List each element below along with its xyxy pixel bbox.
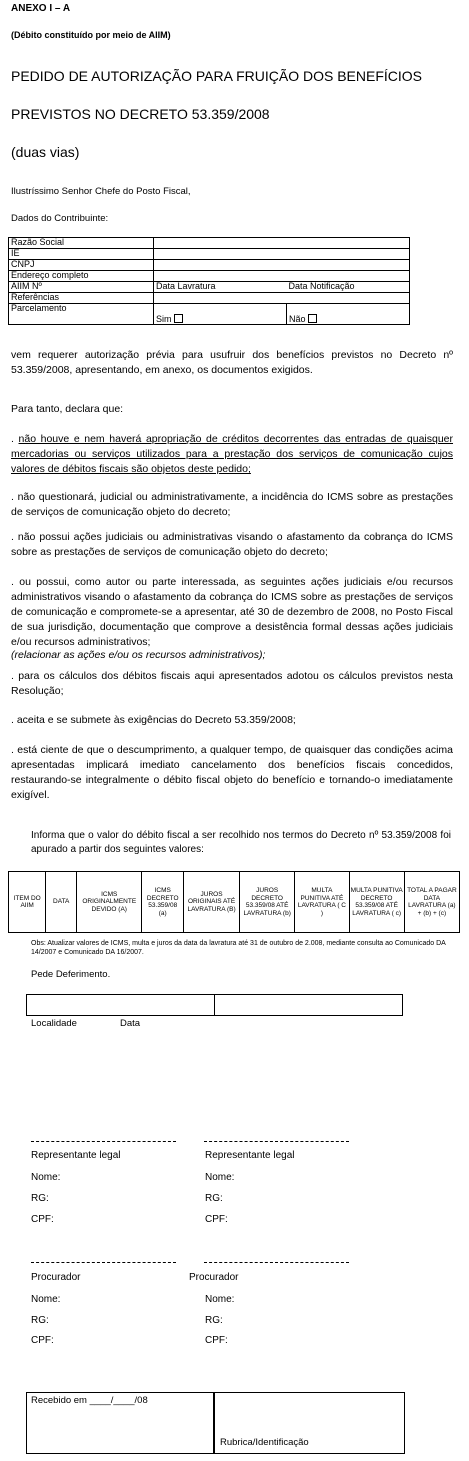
rep1-cpf: CPF: — [31, 1214, 54, 1225]
calc-header-item: ITEM DO AIIM — [9, 872, 46, 933]
calc-header-icms-decreto: ICMS DECRETO 53.359/08 (a) — [142, 872, 184, 933]
rep1-rg: RG: — [31, 1193, 49, 1204]
proc2-nome: Nome: — [205, 1294, 235, 1305]
document-title-line1: PEDIDO DE AUTORIZAÇÃO PARA FRUIÇÃO DOS BENEFÍCIOS — [11, 68, 422, 84]
localidade-field[interactable] — [26, 994, 215, 1016]
endereco-field[interactable] — [154, 271, 410, 282]
referencias-field[interactable] — [154, 293, 410, 304]
proc1-nome: Nome: — [31, 1294, 61, 1305]
list-actions-note: (relacionar as ações e/ou os recursos administrativos); — [11, 649, 266, 661]
declaration-credits: . não houve e nem haverá apropriação de créditos decorrentes das entradas de quaisquer mercadorias ou serviços utilizados para a prestação dos serviços de comunicação cujos valores de débitos fiscais são objetos deste pedido; — [11, 433, 454, 475]
razao-social-field[interactable] — [154, 238, 410, 249]
request-paragraph: vem requerer autorização prévia para usufruir dos benefícios previstos no Decreto nº 53.359/2008, apresentando, em anexo, os documentos exigidos. — [11, 349, 453, 376]
receipt-date-box[interactable] — [26, 1392, 215, 1454]
proc2-rg: RG: — [205, 1315, 223, 1326]
nao-checkbox[interactable] — [308, 314, 317, 323]
data-field[interactable] — [214, 994, 403, 1016]
contribuinte-label: Dados do Contribuinte: — [11, 213, 109, 224]
declaration-calculations: . para os cálculos dos débitos fiscais aqui apresentados adotou os cálculos previstos nesta Resolução; — [11, 670, 453, 697]
rep1-nome: Nome: — [31, 1172, 61, 1183]
salutation: Ilustríssimo Senhor Chefe do Posto Fiscal, — [11, 186, 191, 197]
parcelamento-nao[interactable] — [287, 304, 410, 325]
calc-header-multa-decreto: MULTA PUNITIVA DECRETO 53.359/08 ATÉ LAVRATURA ( c) — [349, 872, 404, 933]
calc-header-juros-decreto: JUROS DECRETO 53.359/08 ATÉ LAVRATURA (b) — [240, 872, 295, 933]
declares-paragraph: Para tanto, declara que: — [11, 403, 124, 415]
signature-line-rep1[interactable] — [31, 1141, 176, 1142]
annex-label: ANEXO I – A — [11, 3, 71, 14]
calc-header-multa-punitiva: MULTA PUNITIVA ATÉ LAVRATURA ( C ) — [295, 872, 349, 933]
endereco-label: Endereço completo — [9, 271, 154, 282]
data-notificacao-label: Data Notificação — [287, 282, 410, 293]
obs-note: Obs: Atualizar valores de ICMS, multa e juros da data da lavratura até 31 de outubro de 2.008, mediante consulta ao Comunicado DA 14/2007 e Comunicado DA 16/2007. — [31, 940, 446, 956]
declaration-accepts: . aceita e se submete às exigências do Decreto 53.359/2008; — [11, 714, 296, 726]
calculation-table — [8, 871, 460, 933]
declaration-has-actions: . ou possui, como autor ou parte interessada, as seguintes ações judiciais e/ou recursos administrativos visando o afastamento da cobrança do ICMS sobre as prestações de serviços de comunicação e compromete-se a apresentar, até 30 de dezembro de 2008, no Posto Fiscal de sua jurisdição, documentação que comprove a desistência formal dessas ações judiciais e/ou recursos administrativos; — [11, 576, 453, 648]
document-title-line2: PREVISTOS NO DECRETO 53.359/2008 — [11, 106, 270, 122]
contribuinte-table — [8, 237, 410, 325]
sim-checkbox[interactable] — [174, 314, 183, 323]
proc1-rg: RG: — [31, 1315, 49, 1326]
cnpj-field[interactable] — [154, 260, 410, 271]
informa-paragraph: Informa que o valor do débito fiscal a ser recolhido nos termos do Decreto nº 53.359/2008 foi apurado a partir dos seguintes valores: — [31, 830, 451, 855]
signature-line-proc1[interactable] — [31, 1262, 176, 1263]
data-lavratura-label: Data Lavratura — [154, 282, 287, 293]
referencias-label: Referências — [9, 293, 154, 304]
nao-label: Não — [289, 314, 306, 324]
copies-note: (duas vias) — [11, 144, 80, 160]
localidade-label: Localidade — [31, 1018, 77, 1029]
rep2-title: Representante legal — [205, 1150, 295, 1161]
calc-header-juros-originais: JUROS ORIGINAIS ATÉ LAVRATURA (B) — [184, 872, 240, 933]
sim-label: Sim — [156, 314, 172, 324]
signature-line-proc2[interactable] — [204, 1262, 349, 1263]
rep2-rg: RG: — [205, 1193, 223, 1204]
declaration-no-question: . não questionará, judicial ou administrativamente, a incidência do ICMS sobre as prestações de serviços de comunicação objeto do decreto; — [11, 491, 453, 518]
document-subtitle: (Débito constituído por meio de AIIM) — [11, 30, 171, 40]
calc-header-data: DATA — [46, 872, 77, 933]
signature-line-rep2[interactable] — [204, 1141, 349, 1142]
rep2-cpf: CPF: — [205, 1214, 228, 1225]
aiim-label: AIIM Nº — [9, 282, 154, 293]
declaration-aware: . está ciente de que o descumprimento, a qualquer tempo, de quaisquer das condições acima apresentadas implicará imediato cancelamento dos benefícios fiscais concedidos, restaurando-se integralmente o débito fiscal objeto do benefício e tornando-o imediatamente exigível. — [11, 744, 453, 801]
razao-social-label: Razão Social — [9, 238, 154, 249]
data-label: Data — [120, 1018, 141, 1029]
ie-field[interactable] — [154, 249, 410, 260]
rep2-nome: Nome: — [205, 1172, 235, 1183]
rubrica-label: Rubrica/Identificação — [220, 1437, 309, 1448]
rep1-title: Representante legal — [31, 1150, 121, 1161]
parcelamento-label: Parcelamento — [9, 304, 154, 325]
proc2-cpf: CPF: — [205, 1335, 228, 1346]
proc1-title: Procurador — [31, 1272, 81, 1283]
ie-label: IE — [9, 249, 154, 260]
proc1-cpf: CPF: — [31, 1335, 54, 1346]
calc-header-icms-original: ICMS ORIGINALMENTE DEVIDO (A) — [77, 872, 142, 933]
recebido-label: Recebido em ____/____/08 — [31, 1395, 148, 1406]
proc2-title: Procurador — [189, 1272, 239, 1283]
declaration-no-actions: . não possui ações judiciais ou administrativas visando o afastamento da cobrança do ICMS sobre as prestações de serviços de comunicação objeto do decreto; — [11, 531, 453, 558]
cnpj-label: CNPJ — [9, 260, 154, 271]
pede-deferimento: Pede Deferimento. — [31, 969, 111, 980]
parcelamento-sim[interactable] — [154, 304, 287, 325]
calc-header-total: TOTAL A PAGAR DATA LAVRATURA (a) + (b) + (c) — [404, 872, 459, 933]
receipt-signature-box[interactable] — [213, 1392, 405, 1454]
